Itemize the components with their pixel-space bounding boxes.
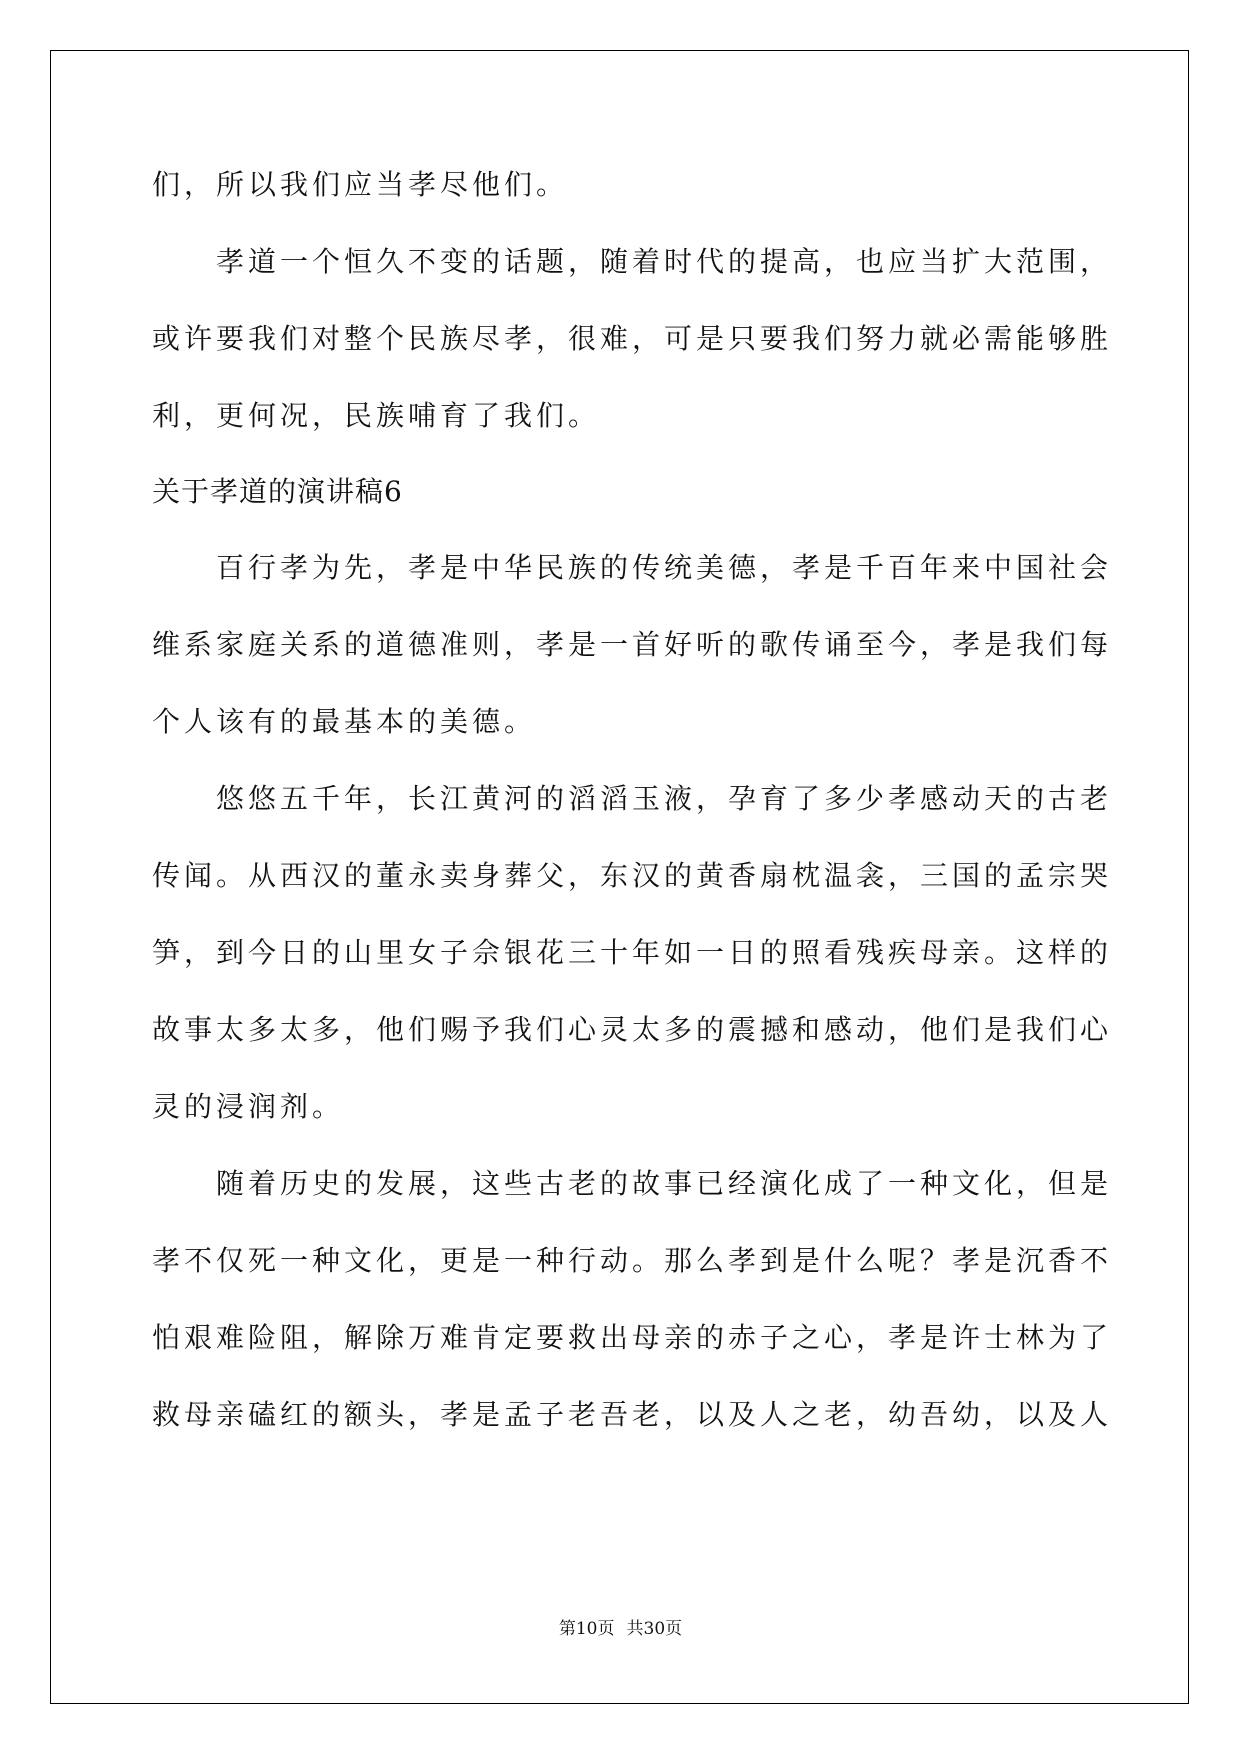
text-line: 灵的浸润剂。 (152, 1090, 345, 1123)
section-heading: 关于孝道的演讲稿6 (152, 475, 403, 508)
text-line: 利，更何况，民族哺育了我们。 (152, 399, 601, 432)
text-line: 维系家庭关系的道德准则，孝是一首好听的歌传诵至今，孝是我们每 (152, 628, 1113, 661)
text-line: 悠悠五千年，长江黄河的滔滔玉液，孕育了多少孝感动天的古老 (152, 782, 1113, 815)
text-line: 们，所以我们应当孝尽他们。 (152, 168, 569, 201)
page-footer (0, 1617, 1241, 1641)
text-line: 或许要我们对整个民族尽孝，很难，可是只要我们努力就必需能够胜 (152, 322, 1113, 355)
text-line: 随着历史的发展，这些古老的故事已经演化成了一种文化，但是 (152, 1167, 1113, 1200)
page-total: 共30页 (626, 1619, 683, 1639)
text-line: 百行孝为先，孝是中华民族的传统美德，孝是千百年来中国社会 (152, 551, 1113, 584)
page-number: 第10页 (558, 1619, 615, 1639)
text-line: 笋，到今日的山里女子佘银花三十年如一日的照看残疾母亲。这样的 (152, 936, 1113, 969)
text-line: 故事太多太多，他们赐予我们心灵太多的震撼和感动，他们是我们心 (152, 1013, 1113, 1046)
text-line: 怕艰难险阻，解除万难肯定要救出母亲的赤子之心，孝是许士林为了 (152, 1321, 1113, 1354)
text-line: 孝不仅死一种文化，更是一种行动。那么孝到是什么呢？孝是沉香不 (152, 1244, 1113, 1277)
text-line: 个人该有的最基本的美德。 (152, 705, 537, 738)
text-line: 孝道一个恒久不变的话题，随着时代的提高，也应当扩大范围， (152, 245, 1113, 278)
text-line: 传闻。从西汉的董永卖身葬父，东汉的黄香扇枕温衾，三国的孟宗哭 (152, 859, 1113, 892)
text-line: 救母亲磕红的额头，孝是孟子老吾老，以及人之老，幼吾幼，以及人 (152, 1398, 1113, 1431)
